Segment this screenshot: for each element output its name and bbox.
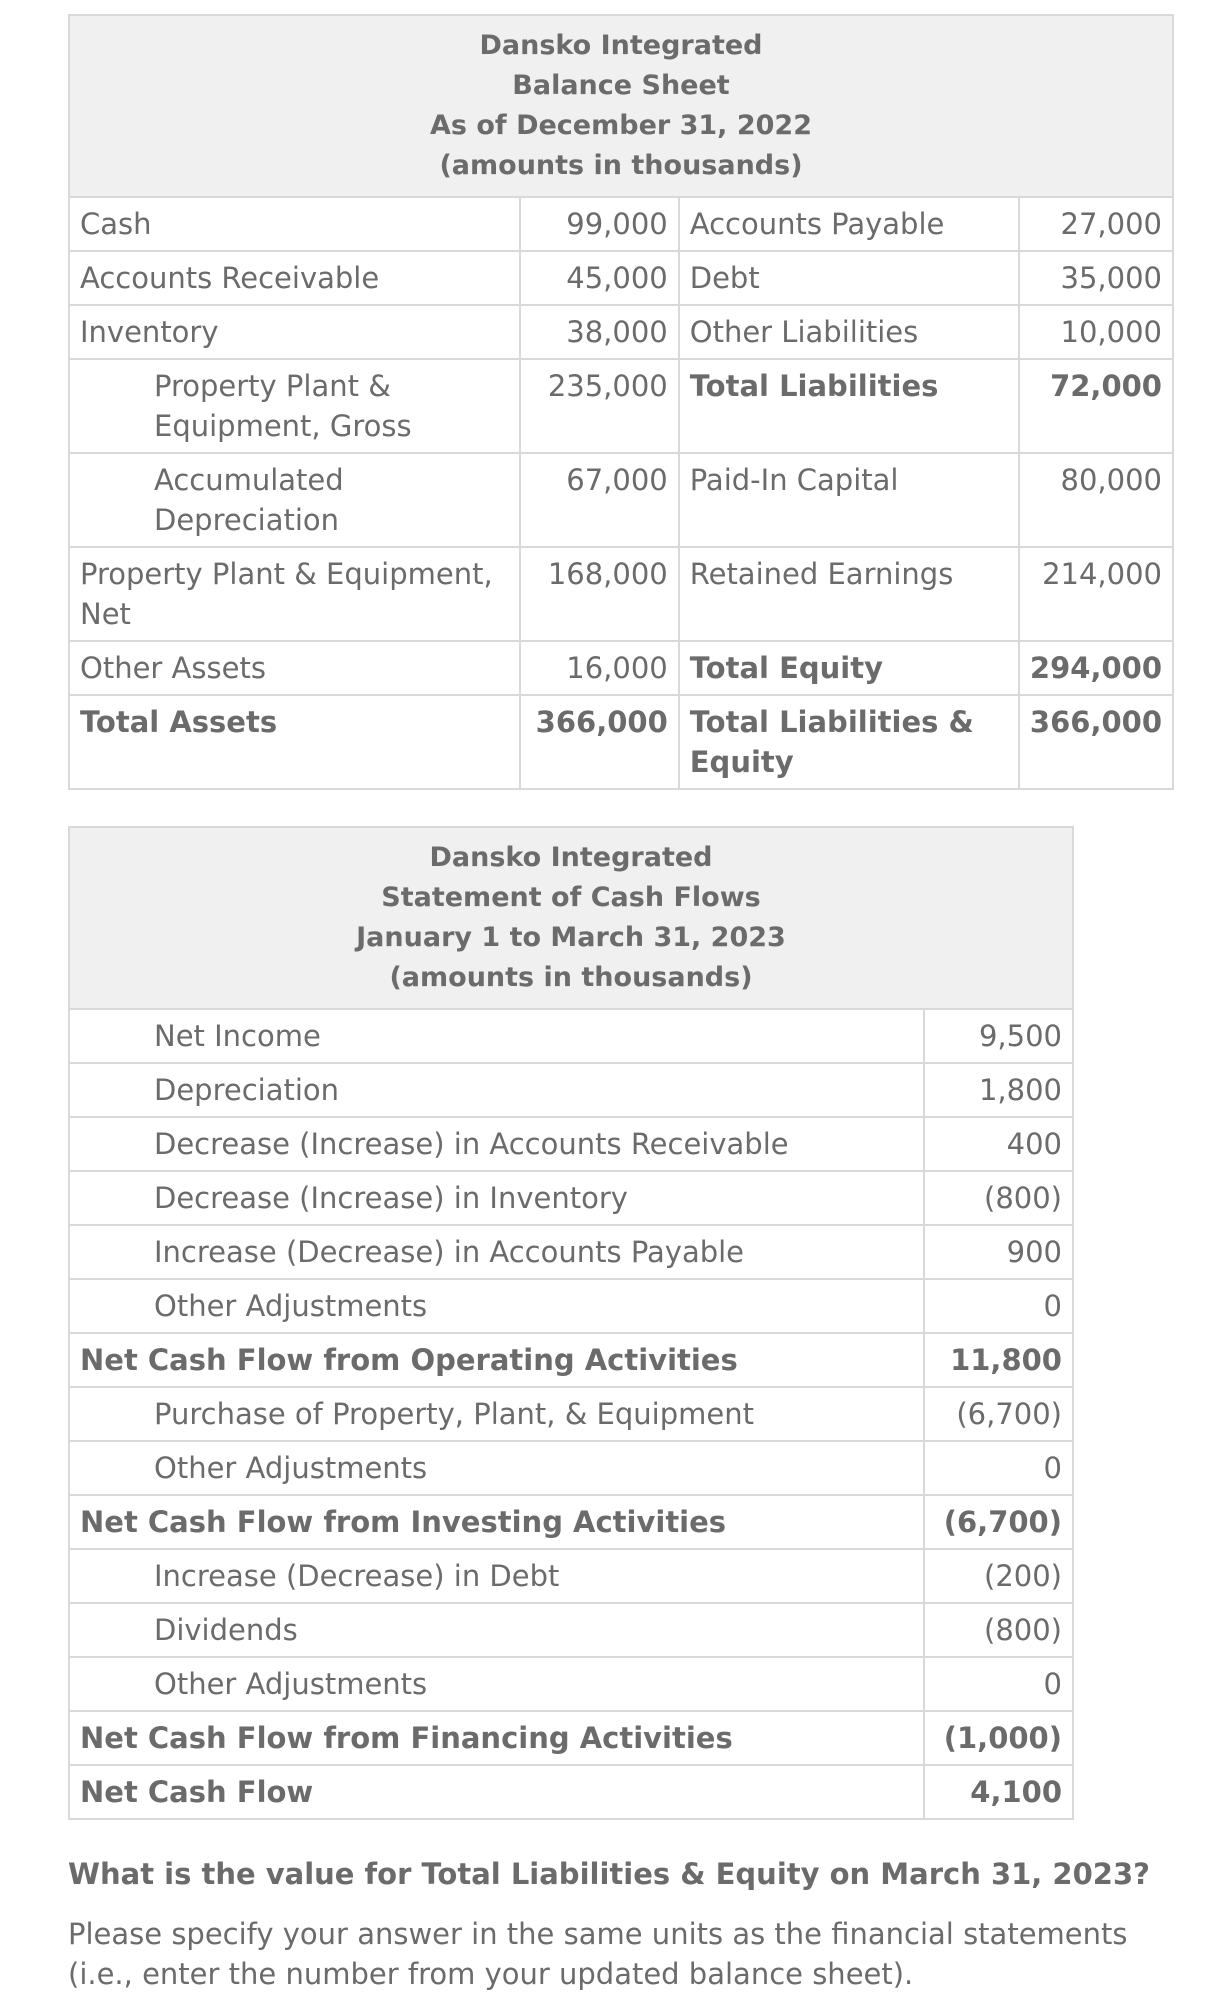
table-row	[69, 1117, 1073, 1171]
line-item-label: Net Income	[69, 1009, 924, 1063]
cash-flow-table	[68, 826, 1074, 1820]
asset-value: 16,000	[520, 641, 679, 695]
line-item-value: 9,500	[924, 1009, 1073, 1063]
subtotal-label: Net Cash Flow from Operating Activities	[69, 1333, 924, 1387]
asset-label: Cash	[69, 197, 520, 251]
line-item-value: 0	[924, 1279, 1073, 1333]
liability-value: 366,000	[1019, 695, 1173, 789]
table-row	[69, 1225, 1073, 1279]
subtotal-label: Net Cash Flow from Financing Activities	[69, 1711, 924, 1765]
line-item-label: Decrease (Increase) in Accounts Receivable	[69, 1117, 924, 1171]
asset-value: 235,000	[520, 359, 679, 453]
asset-label: Accounts Receivable	[69, 251, 520, 305]
asset-label: Other Assets	[69, 641, 520, 695]
statement-name: Balance Sheet	[512, 70, 730, 101]
total-label: Net Cash Flow	[69, 1765, 924, 1819]
line-item-value: 1,800	[924, 1063, 1073, 1117]
cash-flow-header-row	[69, 827, 1073, 1009]
liability-label: Paid-In Capital	[679, 453, 1019, 547]
liability-value: 10,000	[1019, 305, 1173, 359]
line-item-value: (800)	[924, 1603, 1073, 1657]
table-row	[69, 1063, 1073, 1117]
line-item-value: (800)	[924, 1171, 1073, 1225]
cash-flow-title	[69, 827, 1073, 1009]
balance-sheet-table	[68, 14, 1174, 790]
subtotal-label: Net Cash Flow from Investing Activities	[69, 1495, 924, 1549]
instruction-text: Please specify your answer in the same units as the financial statements (i.e., enter the number from your updated balance sheet).	[68, 1917, 1128, 1991]
line-item-label: Other Adjustments	[69, 1441, 924, 1495]
table-row	[69, 1333, 1073, 1387]
liability-label: Total Liabilities & Equity	[679, 695, 1019, 789]
subtotal-value: (6,700)	[924, 1495, 1073, 1549]
line-item-label: Other Adjustments	[69, 1279, 924, 1333]
table-row	[69, 305, 1173, 359]
line-item-label: Purchase of Property, Plant, & Equipment	[69, 1387, 924, 1441]
table-row	[69, 1387, 1073, 1441]
table-row	[69, 1765, 1073, 1819]
line-item-label: Decrease (Increase) in Inventory	[69, 1171, 924, 1225]
table-row	[69, 547, 1173, 641]
line-item-value: (200)	[924, 1549, 1073, 1603]
statement-name: Statement of Cash Flows	[381, 882, 761, 913]
asset-label: Property Plant & Equipment, Gross	[69, 359, 520, 453]
table-row	[69, 1495, 1073, 1549]
table-row	[69, 197, 1173, 251]
company-name: Dansko Integrated	[479, 30, 763, 61]
table-row	[69, 641, 1173, 695]
statement-units: (amounts in thousands)	[389, 962, 753, 993]
statement-units: (amounts in thousands)	[439, 150, 803, 181]
asset-value: 67,000	[520, 453, 679, 547]
question-text: What is the value for Total Liabilities & Equity on March 31, 2023?	[68, 1857, 1150, 1891]
statement-period: January 1 to March 31, 2023	[356, 922, 786, 953]
liability-value: 80,000	[1019, 453, 1173, 547]
statement-date: As of December 31, 2022	[430, 110, 812, 141]
line-item-label: Dividends	[69, 1603, 924, 1657]
line-item-label: Increase (Decrease) in Debt	[69, 1549, 924, 1603]
company-name: Dansko Integrated	[429, 842, 713, 873]
line-item-label: Increase (Decrease) in Accounts Payable	[69, 1225, 924, 1279]
subtotal-value: 11,800	[924, 1333, 1073, 1387]
table-row	[69, 1441, 1073, 1495]
liability-label: Retained Earnings	[679, 547, 1019, 641]
line-item-value: (6,700)	[924, 1387, 1073, 1441]
asset-label: Accumulated Depreciation	[69, 453, 520, 547]
liability-label: Total Liabilities	[679, 359, 1019, 453]
line-item-value: 0	[924, 1441, 1073, 1495]
liability-value: 72,000	[1019, 359, 1173, 453]
table-row	[69, 1603, 1073, 1657]
asset-label: Property Plant & Equipment, Net	[69, 547, 520, 641]
line-item-value: 0	[924, 1657, 1073, 1711]
line-item-label: Other Adjustments	[69, 1657, 924, 1711]
line-item-value: 400	[924, 1117, 1073, 1171]
table-row	[69, 1549, 1073, 1603]
table-row	[69, 359, 1173, 453]
line-item-value: 900	[924, 1225, 1073, 1279]
liability-label: Accounts Payable	[679, 197, 1019, 251]
total-value: 4,100	[924, 1765, 1073, 1819]
liability-value: 294,000	[1019, 641, 1173, 695]
liability-value: 214,000	[1019, 547, 1173, 641]
asset-value: 168,000	[520, 547, 679, 641]
table-row	[69, 1009, 1073, 1063]
liability-value: 35,000	[1019, 251, 1173, 305]
asset-value: 99,000	[520, 197, 679, 251]
balance-sheet-title	[69, 15, 1173, 197]
table-row	[69, 1657, 1073, 1711]
asset-label: Inventory	[69, 305, 520, 359]
liability-value: 27,000	[1019, 197, 1173, 251]
table-row	[69, 1279, 1073, 1333]
table-row	[69, 251, 1173, 305]
asset-value: 45,000	[520, 251, 679, 305]
subtotal-value: (1,000)	[924, 1711, 1073, 1765]
asset-value: 38,000	[520, 305, 679, 359]
asset-value: 366,000	[520, 695, 679, 789]
liability-label: Debt	[679, 251, 1019, 305]
table-row	[69, 1711, 1073, 1765]
liability-label: Other Liabilities	[679, 305, 1019, 359]
balance-sheet-header-row	[69, 15, 1173, 197]
table-row	[69, 453, 1173, 547]
line-item-label: Depreciation	[69, 1063, 924, 1117]
table-row	[69, 695, 1173, 789]
asset-label: Total Assets	[69, 695, 520, 789]
table-row	[69, 1171, 1073, 1225]
liability-label: Total Equity	[679, 641, 1019, 695]
